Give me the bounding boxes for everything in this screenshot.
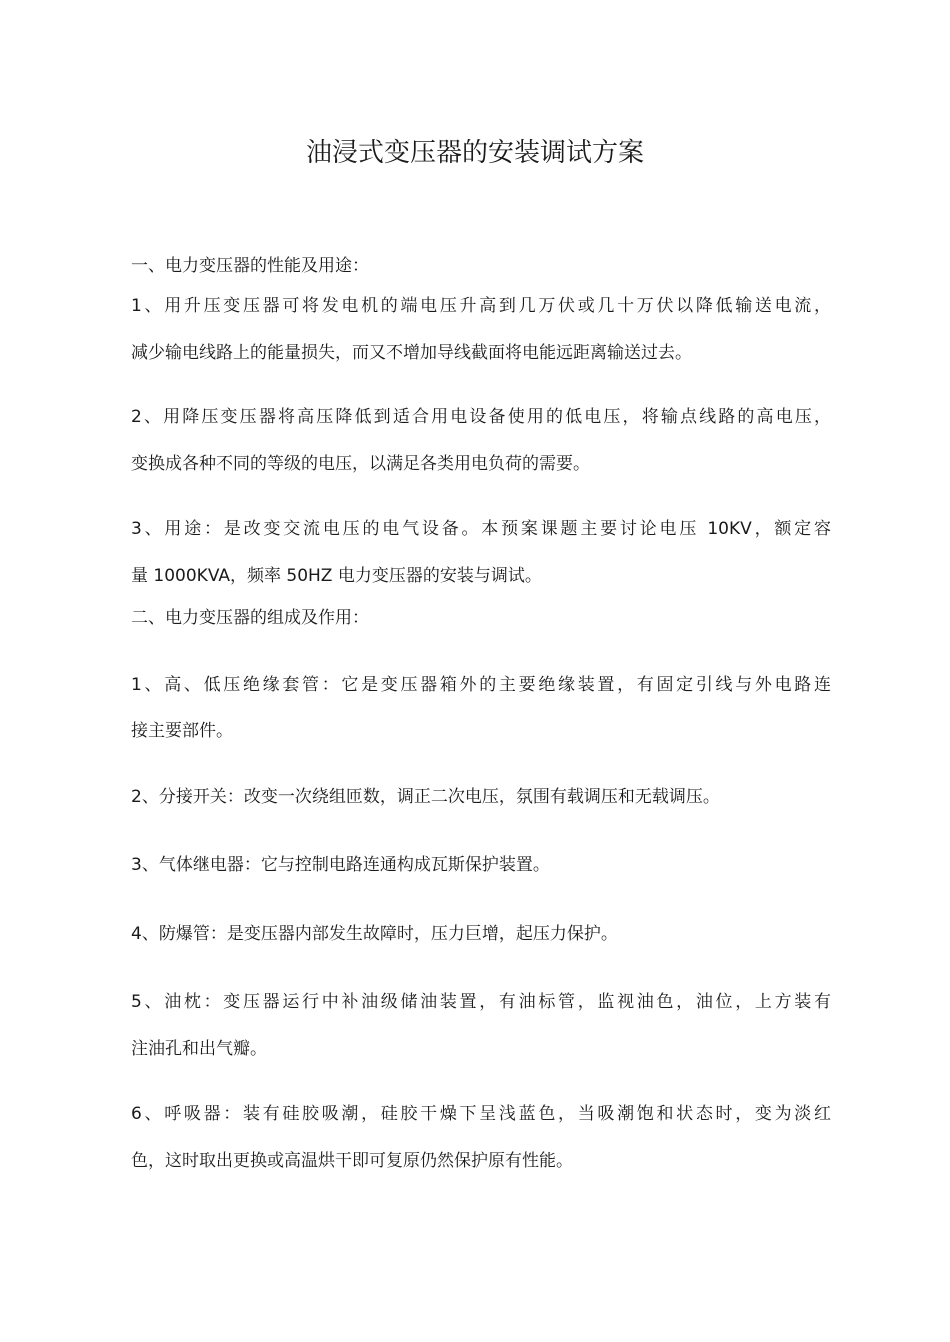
paragraph-line: 1、高、低压绝缘套管：它是变压器箱外的主要绝缘装置，有固定引线与外电路连: [131, 675, 831, 695]
paragraph-line: 量 1000KVA，频率 50HZ 电力变压器的安装与调试。: [131, 566, 542, 586]
paragraph-line: 变换成各种不同的等级的电压，以满足各类用电负荷的需要。: [131, 454, 590, 474]
section-heading-1: 一、电力变压器的性能及用途：: [131, 256, 369, 276]
paragraph-line: 注油孔和出气瓣。: [131, 1039, 267, 1059]
paragraph-line: 色，这时取出更换或高温烘干即可复原仍然保护原有性能。: [131, 1151, 573, 1171]
paragraph-line: 1、用升压变压器可将发电机的端电压升高到几万伏或几十万伏以降低输送电流，: [131, 296, 831, 316]
paragraph-line: 2、分接开关：改变一次绕组匝数，调正二次电压，氛围有载调压和无载调压。: [131, 787, 720, 807]
paragraph-line: 接主要部件。: [131, 721, 233, 741]
paragraph-line: 3、气体继电器：它与控制电路连通构成瓦斯保护装置。: [131, 855, 550, 875]
paragraph-line: 减少输电线路上的能量损失，而又不增加导线截面将电能远距离输送过去。: [131, 343, 692, 363]
paragraph-line: 5、油枕：变压器运行中补油级储油装置，有油标管，监视油色，油位，上方装有: [131, 992, 831, 1012]
section-heading-2: 二、电力变压器的组成及作用：: [131, 608, 369, 628]
document-title: 油浸式变压器的安装调试方案: [305, 138, 644, 168]
paragraph-line: 2、用降压变压器将高压降低到适合用电设备使用的低电压，将输点线路的高电压，: [131, 407, 831, 427]
paragraph-line: 3、用途：是改变交流电压的电气设备。本预案课题主要讨论电压 10KV，额定容: [131, 519, 831, 539]
paragraph-line: 4、防爆管：是变压器内部发生故障时，压力巨增，起压力保护。: [131, 924, 618, 944]
paragraph-line: 6、呼吸器：装有硅胶吸潮，硅胶干燥下呈浅蓝色，当吸潮饱和状态时，变为淡红: [131, 1104, 831, 1124]
